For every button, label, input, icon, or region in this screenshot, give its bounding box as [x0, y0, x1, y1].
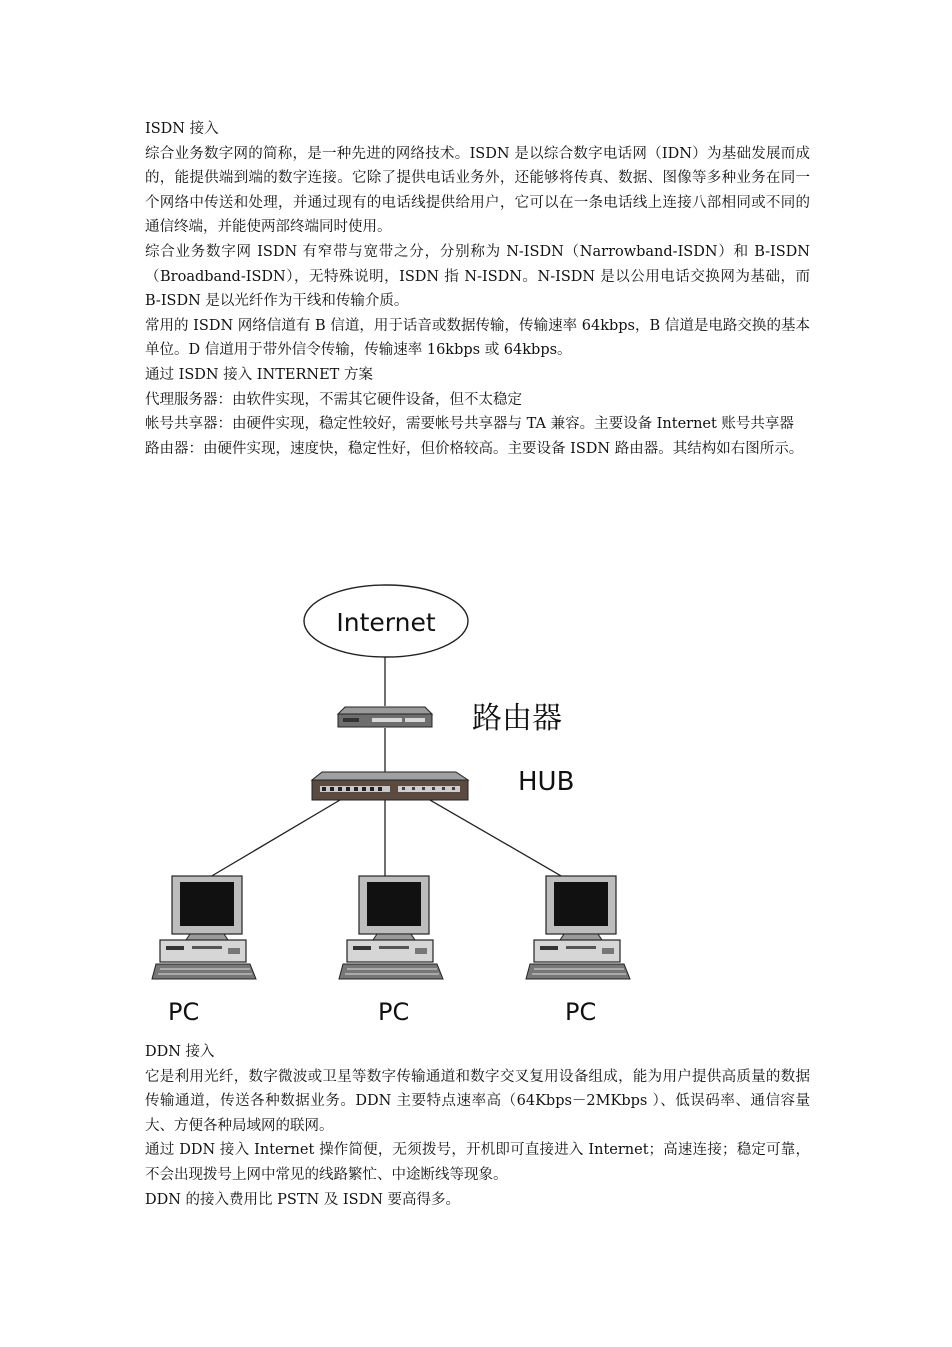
- router-label: 路由器: [472, 701, 562, 736]
- ddn-paragraph-definition: 它是利用光纤，数字微波或卫星等数字传输通道和数字交叉复用设备组成，能为用户提供高质量的数据传输通道，传送各种数据业务。DDN 主要特点速率高（64Kbps－2MKbps ）、低误码率、通信容量大、方便各种局域网的联网。: [145, 1068, 810, 1134]
- pc-icon: [152, 876, 256, 979]
- pc-icon: [526, 876, 630, 979]
- pc-label-3: PC: [565, 998, 597, 1026]
- ddn-heading: DDN 接入: [145, 1044, 215, 1060]
- ddn-section: [145, 1040, 810, 1212]
- ddn-paragraph-cost: DDN 的接入费用比 PSTN 及 ISDN 要高得多。: [145, 1191, 461, 1208]
- hub-label: HUB: [518, 767, 575, 797]
- router-icon: [338, 707, 432, 727]
- isdn-paragraph-types: 综合业务数字网 ISDN 有窄带与宽带之分，分别称为 N-ISDN（Narrowband-ISDN）和 B-ISDN（Broadband-ISDN），无特殊说明，ISDN 指 N-ISDN。N-ISDN 是以公用电话交换网为基础，而 B-ISDN 是以光纤作为干线和传输介质。: [145, 243, 810, 310]
- isdn-router: 路由器：由硬件实现，速度快，稳定性好，但价格较高。主要设备 ISDN 路由器。其结构如右图所示。: [145, 440, 804, 457]
- isdn-account-sharer: 帐号共享器：由硬件实现，稳定性较好，需要帐号共享器与 TA 兼容。主要设备 Internet 账号共享器: [145, 416, 794, 433]
- isdn-paragraph-definition: 综合业务数字网的简称，是一种先进的网络技术。ISDN 是以综合数字电话网（IDN）为基础发展而成的，能提供端到端的数字连接。它除了提供电话业务外，还能够将传真、数据、图像等多种业务在同一个网络中传送和处理，并通过现有的电话线提供给用户，它可以在一条电话线上连接八部相同或不同的通信终端，并能使两部终端同时使用。: [145, 145, 810, 236]
- ddn-paragraph-advantages: 通过 DDN 接入 Internet 操作简便，无须拨号，开机即可直接进入 Internet；高速连接；稳定可靠，不会出现拨号上网中常见的线路繁忙、中途断线等现象。: [145, 1142, 810, 1183]
- pc-label-1: PC: [168, 998, 200, 1026]
- hub-pc3-link: [430, 800, 563, 877]
- isdn-paragraph-channels: 常用的 ISDN 网络信道有 B 信道，用于话音或数据传输，传输速率 64kbps，B 信道是电路交换的基本单位。D 信道用于带外信令传输，传输速率 16kbps 或 64kbps。: [145, 317, 810, 359]
- isdn-scheme-title: 通过 ISDN 接入 INTERNET 方案: [145, 366, 373, 383]
- isdn-proxy-server: 代理服务器：由软件实现，不需其它硬件设备，但不太稳定: [145, 391, 522, 408]
- hub-pc1-link: [210, 800, 340, 877]
- internet-label: Internet: [336, 608, 436, 637]
- connection-lines: [210, 657, 563, 877]
- hub-icon: [312, 772, 468, 800]
- pc-icon: [339, 876, 443, 979]
- internet-cloud-icon: [304, 585, 468, 657]
- pc-label-2: PC: [378, 998, 410, 1026]
- isdn-heading: ISDN 接入: [145, 121, 219, 137]
